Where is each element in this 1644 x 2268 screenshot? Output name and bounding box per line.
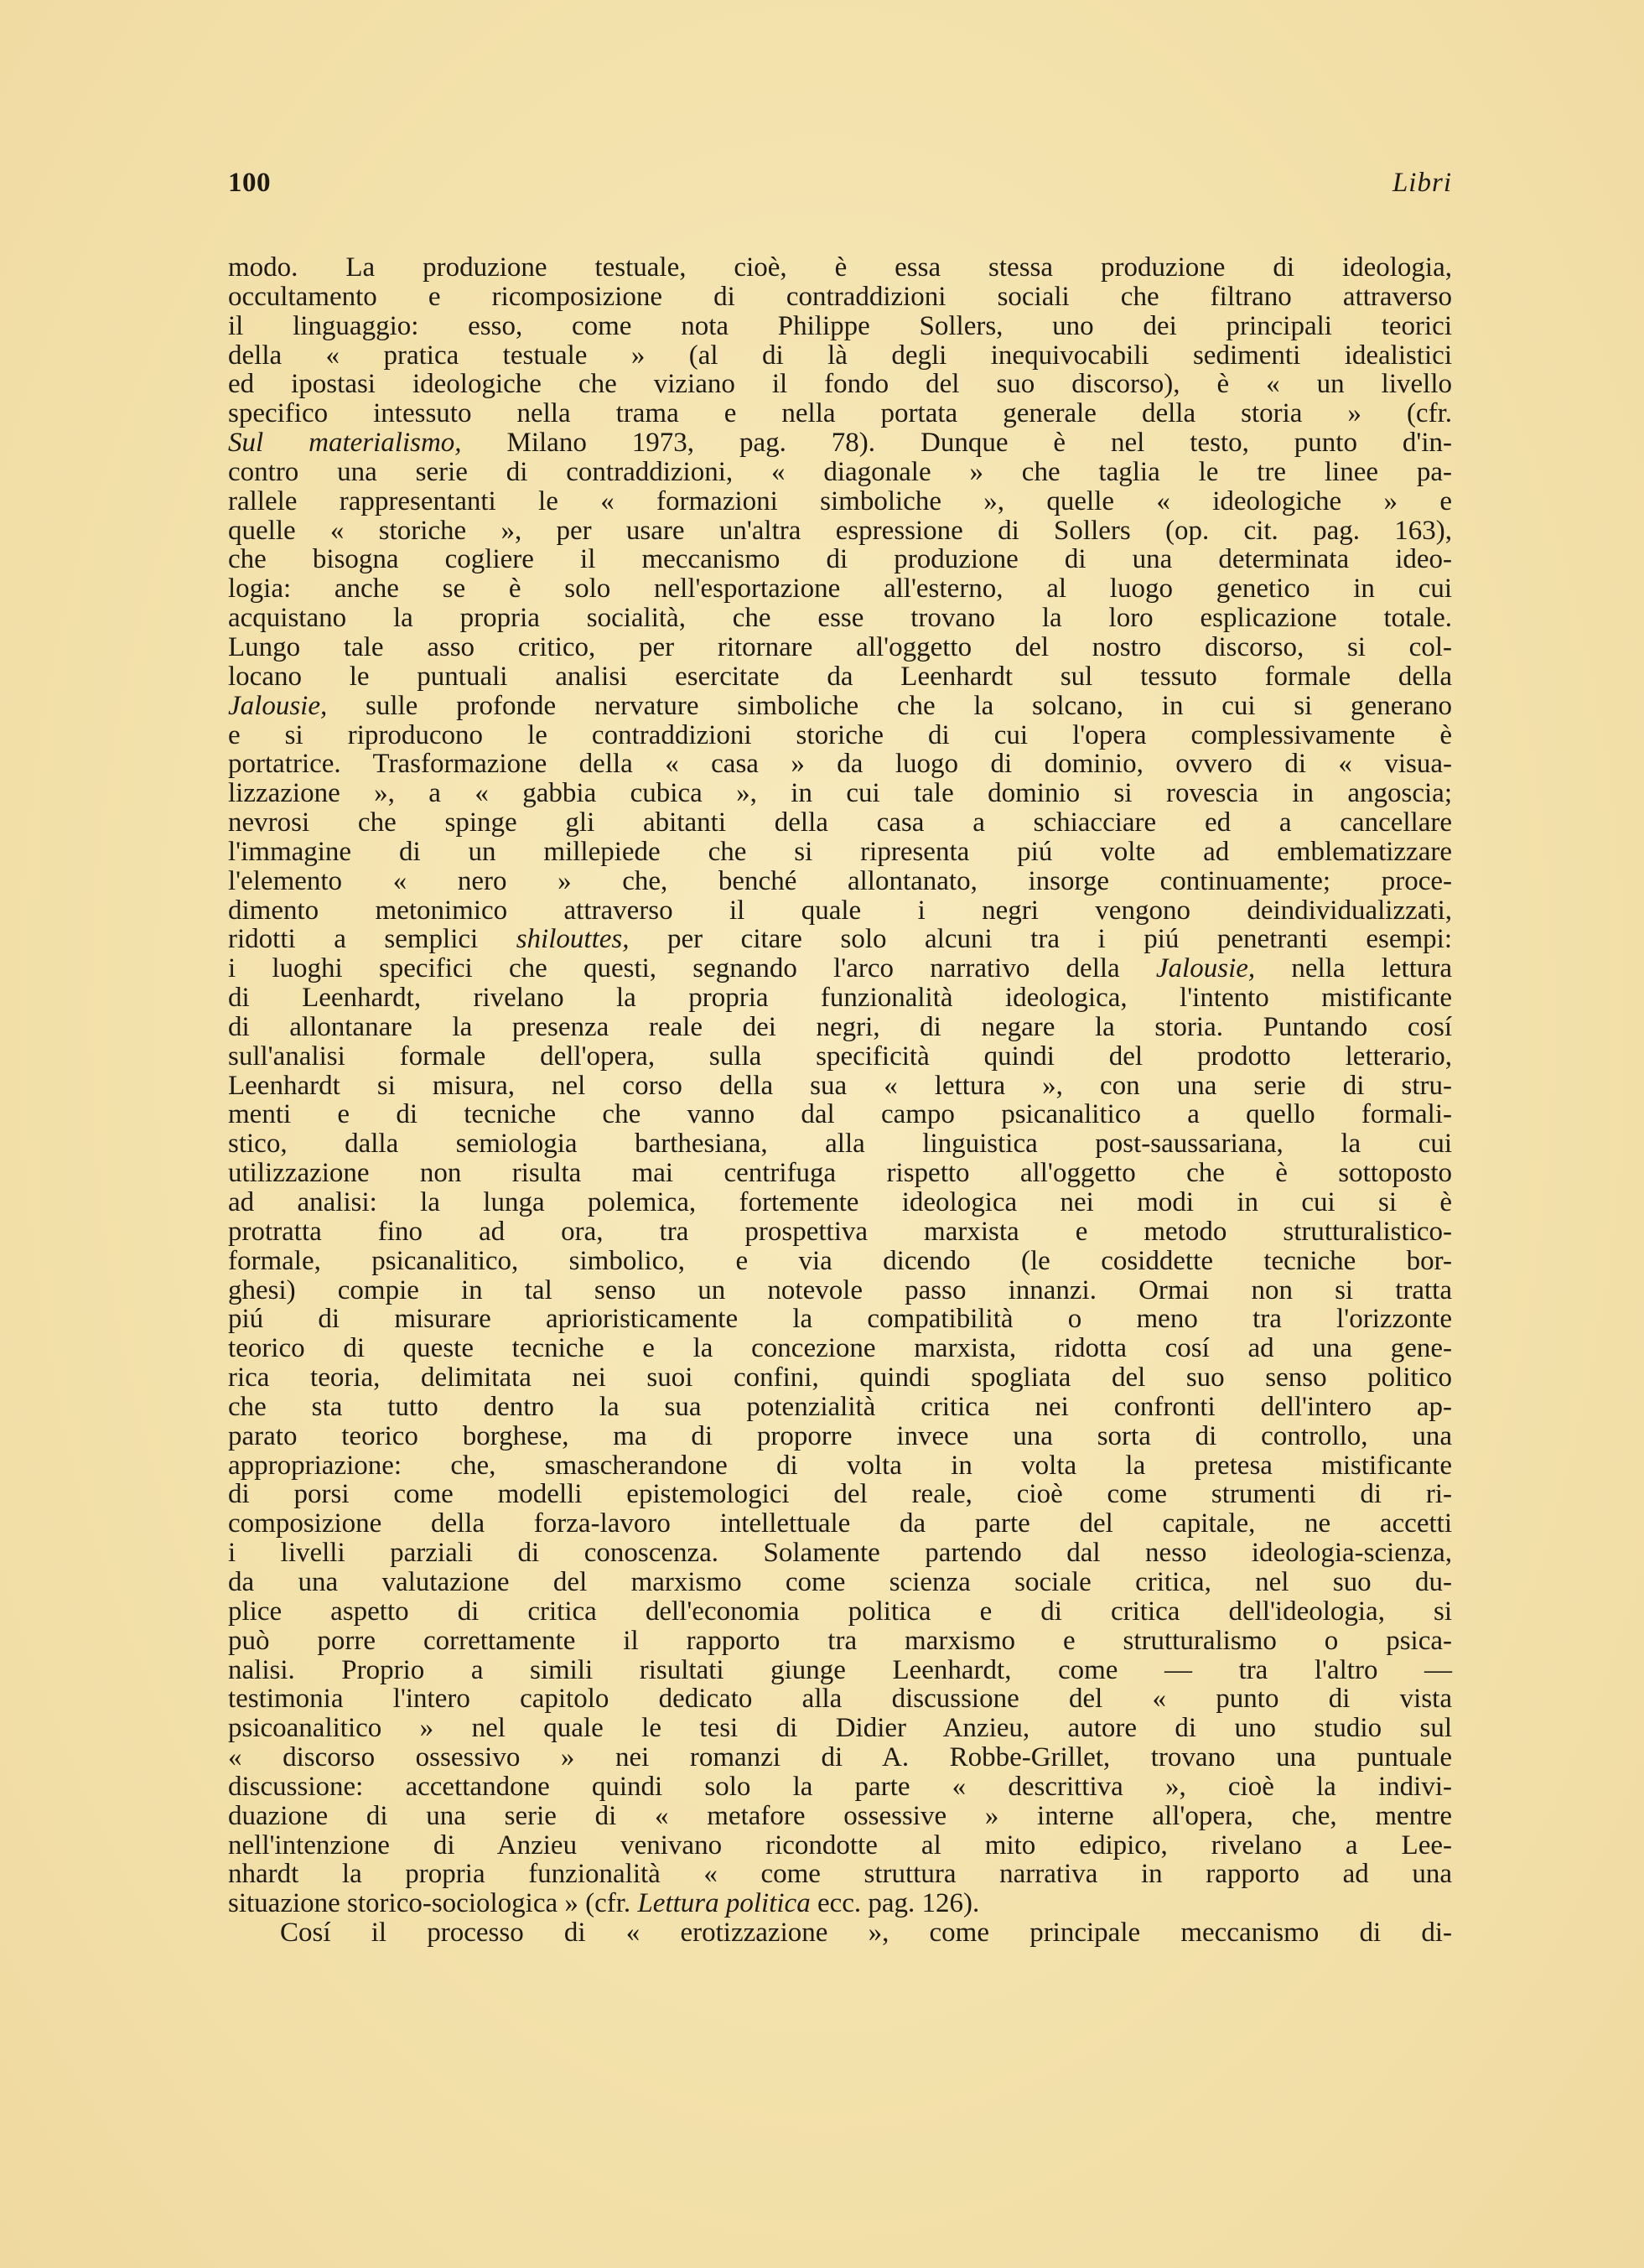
text-segment: nalisi. Proprio a simili risultati giunge Leenhardt, come — tra l'altro — bbox=[228, 1654, 1452, 1685]
text-line bbox=[228, 1451, 1452, 1481]
text-segment: l'elemento « nero » che, benché allontanato, insorge continuamente; proce- bbox=[228, 865, 1452, 896]
text-segment: nell'intenzione di Anzieu venivano ricondotte al mito edipico, rivelano a Lee- bbox=[228, 1829, 1452, 1861]
text-line bbox=[228, 750, 1452, 779]
text-segment: quelle « storiche », per usare un'altra espressione di Sollers (op. cit. pag. 163), bbox=[228, 515, 1452, 546]
text-segment: Cosí il processo di « erotizzazione », come principale meccanismo di di- bbox=[280, 1918, 1452, 1949]
italic-title: Jalousie, bbox=[228, 690, 328, 721]
text-line bbox=[228, 1714, 1452, 1743]
text-segment: per citare solo alcuni tra i piú penetranti esempi: bbox=[629, 924, 1453, 955]
text-line bbox=[228, 1072, 1452, 1101]
text-segment: piú di misurare aprioristicamente la compatibilità o meno tra l'orizzonte bbox=[228, 1304, 1452, 1335]
text-segment: dimento metonimico attraverso il quale i negri vengono deindividualizzati, bbox=[228, 895, 1452, 926]
text-segment: duazione di una serie di « metafore ossessive » interne all'opera, che, mentre bbox=[228, 1800, 1452, 1831]
text-segment: psicoanalitico » nel quale le tesi di Didier Anzieu, autore di uno studio sul bbox=[228, 1713, 1452, 1744]
italic-title: Jalousie, bbox=[1155, 953, 1256, 984]
text-line bbox=[228, 574, 1452, 604]
text-segment: logia: anche se è solo nell'esportazione all'esterno, al luogo genetico in cui bbox=[228, 573, 1452, 605]
text-line bbox=[228, 1860, 1452, 1889]
text-segment: il linguaggio: esso, come nota Philippe Sollers, uno dei principali teorici bbox=[228, 310, 1452, 341]
text-segment: e si riproducono le contraddizioni storiche di cui l'opera complessivamente è bbox=[228, 719, 1452, 750]
text-line bbox=[228, 545, 1452, 574]
text-segment: ed ipostasi ideologiche che viziano il fondo del suo discorso), è « un livello bbox=[228, 369, 1452, 400]
text-line bbox=[228, 808, 1452, 838]
text-segment: nhardt la propria funzionalità « come struttura narrativa in rapporto ad una bbox=[228, 1859, 1452, 1890]
text-line bbox=[228, 428, 1452, 458]
text-segment: testimonia l'intero capitolo dedicato alla discussione del « punto di vista bbox=[228, 1684, 1452, 1715]
text-line bbox=[228, 925, 1452, 954]
text-segment: « discorso ossessivo » nei romanzi di A. Robbe-Grillet, trovano una puntuale bbox=[228, 1742, 1452, 1773]
text-segment: menti e di tecniche che vanno dal campo psicanalitico a quello formali- bbox=[228, 1099, 1452, 1130]
text-segment: che bisogna cogliere il meccanismo di produzione di una determinata ideo- bbox=[228, 544, 1452, 575]
text-line bbox=[228, 1042, 1452, 1072]
text-segment: ad analisi: la lunga polemica, fortemente ideologica nei modi in cui si è bbox=[228, 1187, 1452, 1217]
text-segment: Leenhardt si misura, nel corso della sua « lettura », con una serie di stru- bbox=[228, 1070, 1452, 1101]
text-line bbox=[228, 1802, 1452, 1831]
text-segment: da una valutazione del marxismo come scienza sociale critica, nel suo du- bbox=[228, 1566, 1452, 1597]
text-line bbox=[228, 1743, 1452, 1772]
text-segment: Milano 1973, pag. 78). Dunque è nel testo, punto d'in- bbox=[461, 428, 1452, 459]
text-line bbox=[228, 1889, 1452, 1918]
text-segment: rallele rappresentanti le « formazioni simboliche », quelle « ideologiche » e bbox=[228, 485, 1452, 516]
text-line bbox=[228, 1656, 1452, 1685]
text-body bbox=[228, 253, 1452, 1948]
text-segment: formale, psicanalitico, simbolico, e via dicendo (le cosiddette tecniche bor- bbox=[228, 1245, 1452, 1276]
page-header bbox=[228, 168, 1452, 210]
text-segment: protratta fino ad ora, tra prospettiva marxista e metodo strutturalistico- bbox=[228, 1216, 1452, 1247]
text-line bbox=[228, 516, 1452, 546]
text-line bbox=[228, 1159, 1452, 1188]
text-segment: situazione storico-sociologica » (cfr. bbox=[228, 1888, 638, 1919]
text-line bbox=[228, 1597, 1452, 1627]
page-number: 100 bbox=[228, 168, 271, 198]
text-segment: Lungo tale asso critico, per ritornare all'oggetto del nostro discorso, si col- bbox=[228, 631, 1452, 662]
text-segment: sull'analisi formale dell'opera, sulla specificità quindi del prodotto letterario, bbox=[228, 1041, 1452, 1072]
running-title: Libri bbox=[1392, 168, 1452, 198]
text-line bbox=[228, 1568, 1452, 1597]
text-segment: i luoghi specifici che questi, segnando l'arco narrativo della bbox=[228, 953, 1156, 984]
text-segment: stico, dalla semiologia barthesiana, alla linguistica post-saussariana, la cui bbox=[228, 1129, 1452, 1160]
text-line bbox=[228, 867, 1452, 896]
text-line bbox=[228, 1480, 1452, 1509]
text-segment: i livelli parziali di conoscenza. Solamente partendo dal nesso ideologia-scienza, bbox=[228, 1538, 1452, 1569]
text-segment: portatrice. Trasformazione della « casa » da luogo di dominio, ovvero di « visua- bbox=[228, 749, 1452, 780]
text-line bbox=[228, 896, 1452, 926]
text-segment: ghesi) compie in tal senso un notevole passo innanzi. Ormai non si tratta bbox=[228, 1274, 1452, 1305]
text-segment: nevrosi che spinge gli abitanti della casa a schiacciare ed a cancellare bbox=[228, 807, 1452, 838]
text-line bbox=[228, 1539, 1452, 1568]
text-line bbox=[228, 1247, 1452, 1276]
text-line bbox=[228, 1100, 1452, 1129]
text-line bbox=[228, 1363, 1452, 1393]
text-line bbox=[228, 253, 1452, 283]
text-segment: nella lettura bbox=[1255, 953, 1452, 984]
text-line bbox=[228, 1013, 1452, 1042]
text-line bbox=[228, 604, 1452, 633]
text-segment: contro una serie di contraddizioni, « diagonale » che taglia le tre linee pa- bbox=[228, 456, 1452, 487]
text-line bbox=[228, 1684, 1452, 1714]
text-segment: acquistano la propria socialità, che esse trovano la loro esplicazione totale. bbox=[228, 603, 1452, 634]
italic-title: Sul materialismo, bbox=[228, 428, 462, 459]
text-segment: sulle profonde nervature simboliche che la solcano, in cui si generano bbox=[327, 690, 1452, 721]
text-segment: utilizzazione non risulta mai centrifuga rispetto all'oggetto che è sottoposto bbox=[228, 1158, 1452, 1189]
text-segment: specifico intessuto nella trama e nella portata generale della storia » (cfr. bbox=[228, 398, 1452, 429]
text-line bbox=[228, 721, 1452, 750]
text-line bbox=[228, 370, 1452, 399]
text-line bbox=[228, 1305, 1452, 1334]
text-line bbox=[228, 283, 1452, 312]
text-segment: ridotti a semplici bbox=[228, 924, 516, 955]
text-line bbox=[228, 954, 1452, 983]
text-line bbox=[228, 1422, 1452, 1451]
text-line bbox=[228, 1276, 1452, 1305]
text-segment: parato teorico borghese, ma di proporre invece una sorta di controllo, una bbox=[228, 1420, 1452, 1451]
text-segment: può porre correttamente il rapporto tra marxismo e strutturalismo o psica- bbox=[228, 1625, 1452, 1656]
text-segment: composizione della forza-lavoro intellettuale da parte del capitale, ne accetti bbox=[228, 1508, 1452, 1539]
text-line bbox=[228, 983, 1452, 1013]
text-line bbox=[228, 1393, 1452, 1422]
text-line bbox=[228, 662, 1452, 692]
text-line bbox=[228, 1772, 1452, 1802]
text-segment: teorico di queste tecniche e la concezione marxista, ridotta cosí ad una gene- bbox=[228, 1333, 1452, 1364]
text-line bbox=[228, 633, 1452, 662]
text-line bbox=[228, 1188, 1452, 1217]
text-segment: ecc. pag. 126). bbox=[810, 1888, 980, 1919]
text-line bbox=[228, 1217, 1452, 1247]
text-line bbox=[228, 779, 1452, 808]
text-segment: l'immagine di un millepiede che si ripresenta piú volte ad emblematizzare bbox=[228, 836, 1452, 867]
text-line bbox=[228, 458, 1452, 487]
text-line bbox=[228, 399, 1452, 428]
text-line bbox=[228, 1918, 1452, 1948]
text-line bbox=[228, 692, 1452, 721]
text-segment: plice aspetto di critica dell'economia politica e di critica dell'ideologia, si bbox=[228, 1596, 1452, 1627]
text-segment: locano le puntuali analisi esercitate da Leenhardt sul tessuto formale della bbox=[228, 661, 1452, 692]
text-line bbox=[228, 1334, 1452, 1363]
text-segment: di Leenhardt, rivelano la propria funzionalità ideologica, l'intento mistificante bbox=[228, 983, 1452, 1014]
text-line bbox=[228, 1831, 1452, 1861]
italic-title: Lettura politica bbox=[637, 1888, 811, 1919]
text-segment: della « pratica testuale » (al di là degli inequivocabili sedimenti idealistici bbox=[228, 340, 1452, 371]
text-segment: appropriazione: che, smascherandone di volta in volta la pretesa mistificante bbox=[228, 1450, 1452, 1481]
italic-title: shilouttes, bbox=[516, 924, 630, 955]
text-segment: discussione: accettandone quindi solo la parte « descrittiva », cioè la indivi- bbox=[228, 1771, 1452, 1802]
text-line bbox=[228, 1627, 1452, 1656]
text-line bbox=[228, 312, 1452, 341]
text-segment: rica teoria, delimitata nei suoi confini, quindi spogliata del suo senso politico bbox=[228, 1362, 1452, 1393]
text-segment: modo. La produzione testuale, cioè, è essa stessa produzione di ideologia, bbox=[228, 252, 1452, 283]
text-segment: occultamento e ricomposizione di contraddizioni sociali che filtrano attraverso bbox=[228, 281, 1452, 312]
text-segment: lizzazione », a « gabbia cubica », in cui tale dominio si rovescia in angoscia; bbox=[228, 778, 1452, 809]
text-segment: di allontanare la presenza reale dei negri, di negare la storia. Puntando cosí bbox=[228, 1011, 1452, 1042]
text-segment: di porsi come modelli epistemologici del reale, cioè come strumenti di ri- bbox=[228, 1479, 1452, 1510]
text-line bbox=[228, 838, 1452, 867]
text-segment: che sta tutto dentro la sua potenzialità critica nei confronti dell'intero ap- bbox=[228, 1391, 1452, 1422]
text-line bbox=[228, 487, 1452, 516]
text-line bbox=[228, 1509, 1452, 1539]
text-line bbox=[228, 1129, 1452, 1159]
text-line bbox=[228, 341, 1452, 371]
